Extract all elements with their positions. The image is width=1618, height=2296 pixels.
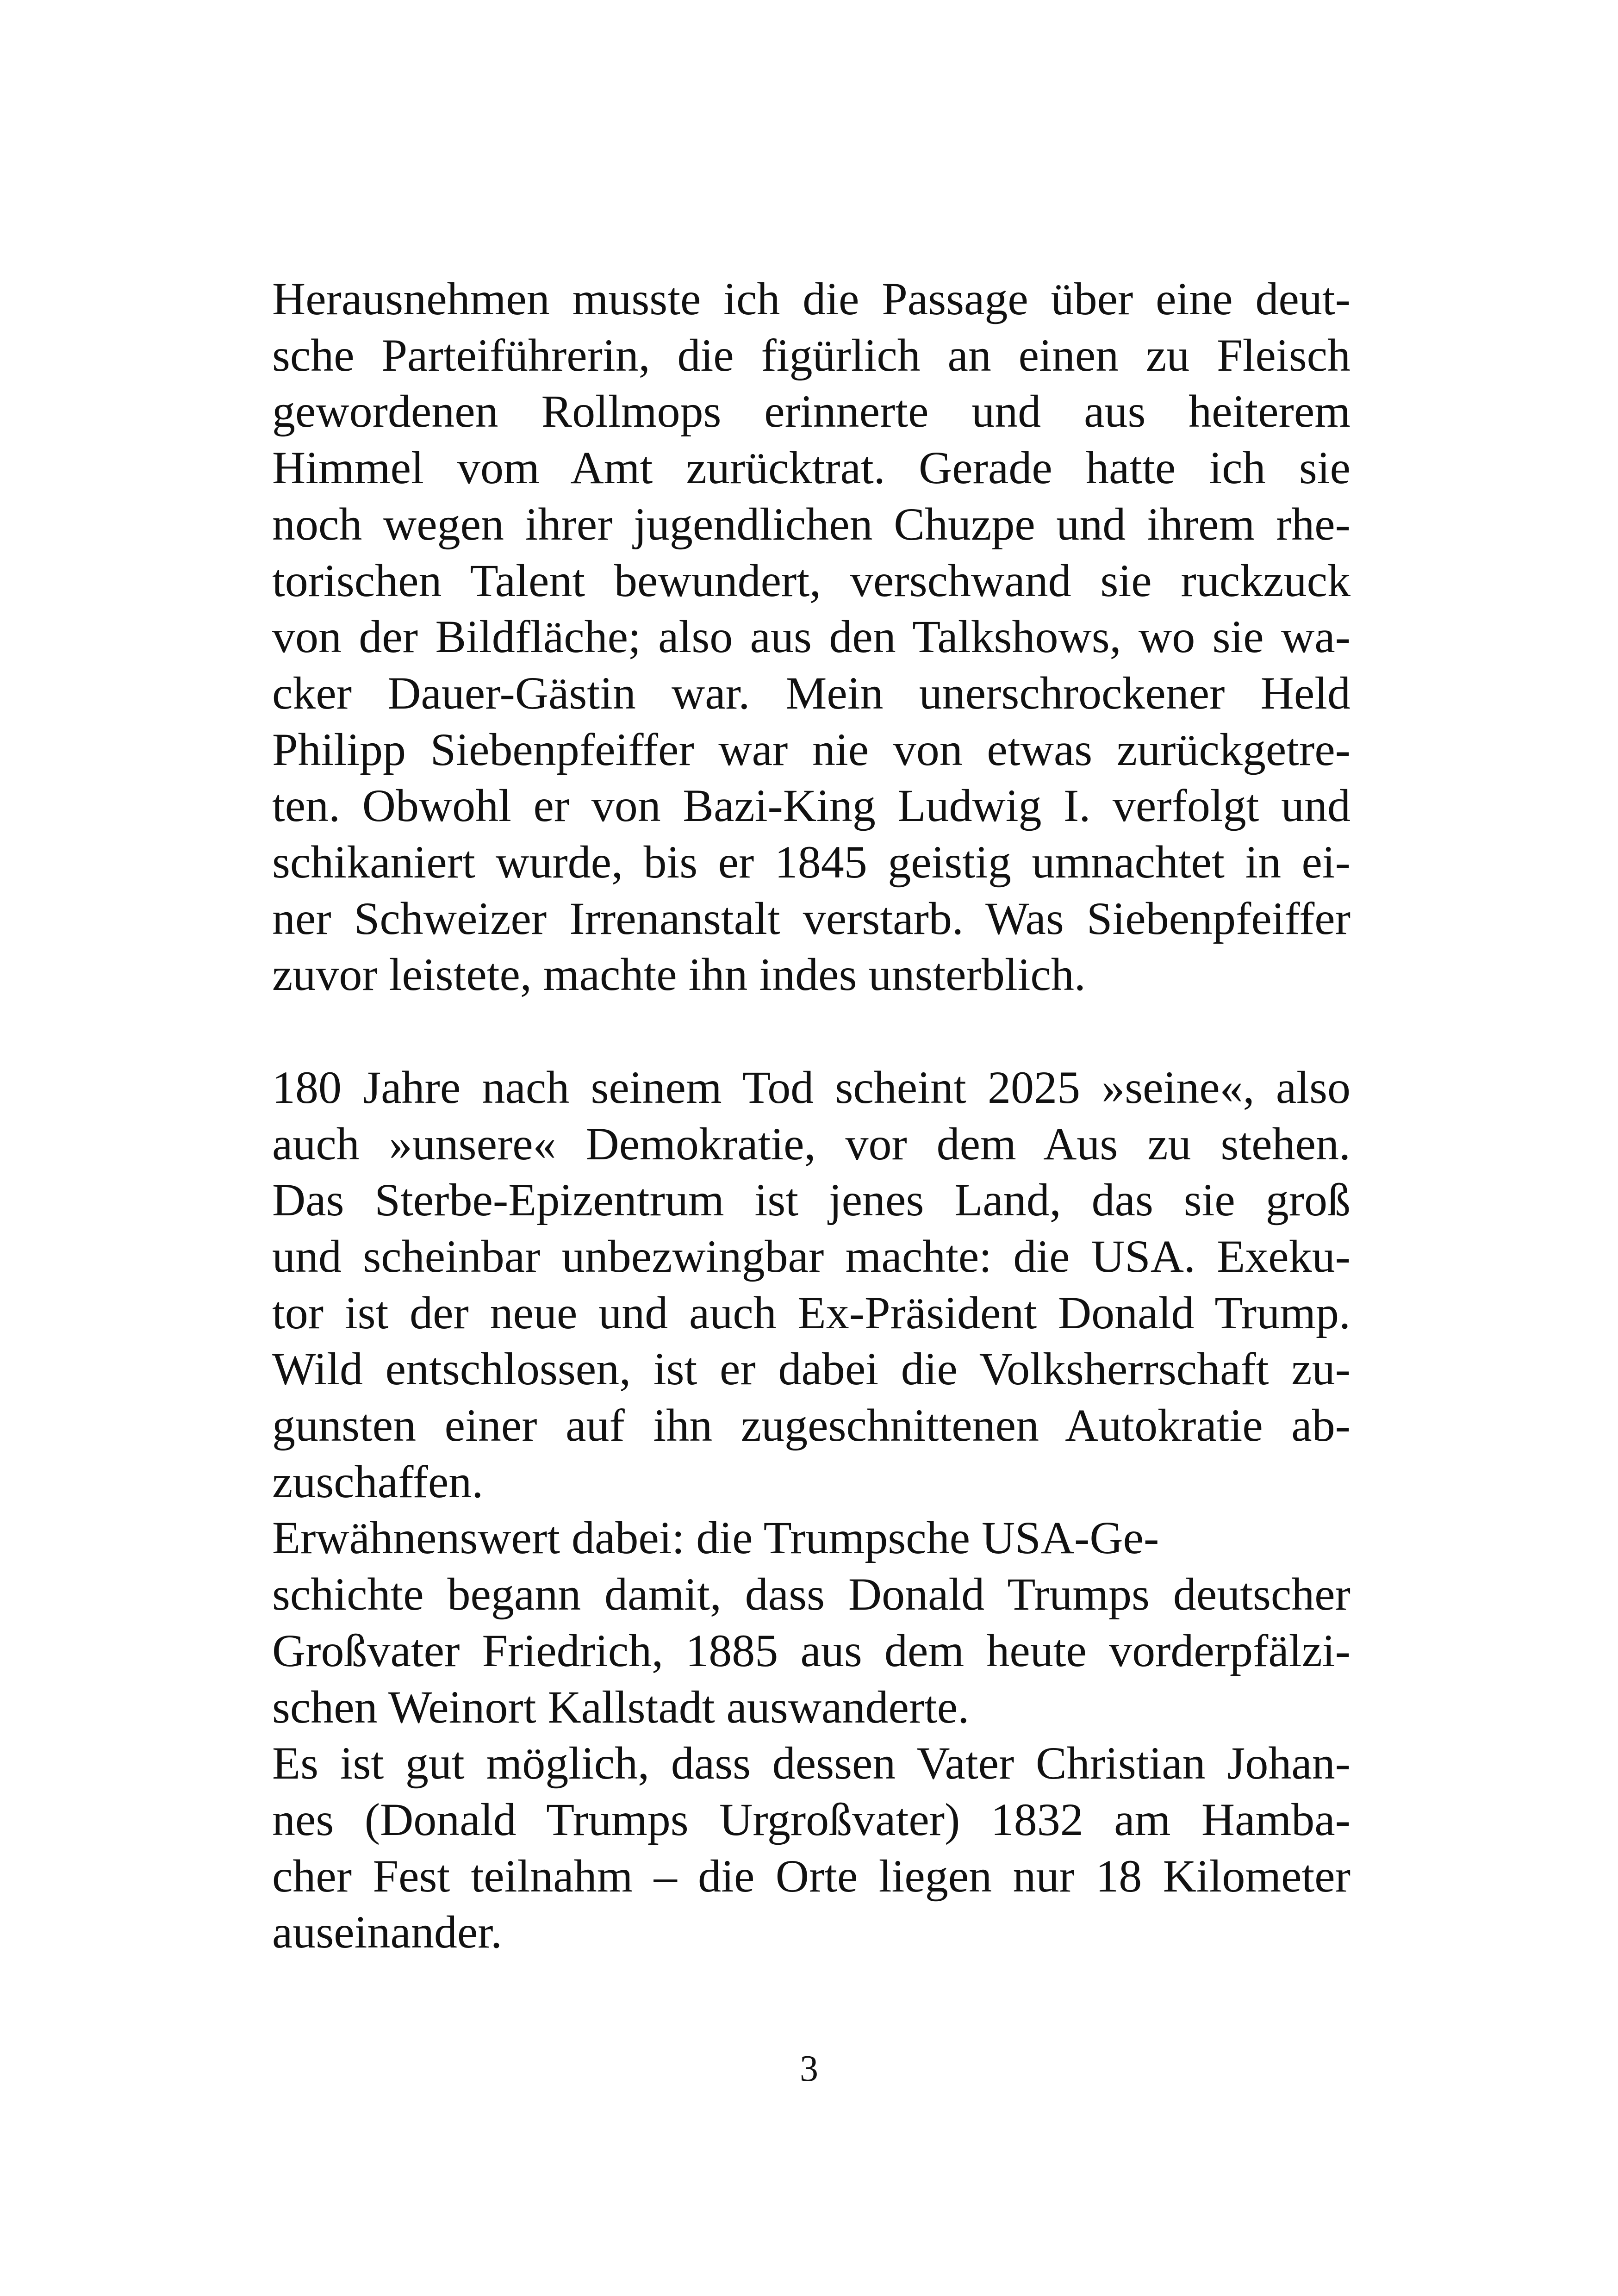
text-line: Herausnehmen musste ich die Passage über eine deut- (272, 273, 1350, 324)
text-line: schikaniert wurde, bis er 1845 geistig umnachtet in ei- (272, 836, 1350, 888)
text-line: sche Parteiführerin, die figürlich an einen zu Fleisch (272, 329, 1350, 381)
text-line: zuschaffen. (272, 1456, 484, 1507)
text-line: Das Sterbe-Epizentrum ist jenes Land, das sie groß (272, 1174, 1350, 1226)
text-line: Philipp Siebenpfeiffer war nie von etwas zurückgetre- (272, 723, 1350, 775)
text-line: zuvor leistete, machte ihn indes unsterblich. (272, 949, 1086, 1001)
text-line: cker Dauer-Gästin war. Mein unerschrockener Held (272, 667, 1350, 719)
paragraph-3 (272, 1510, 1350, 1735)
text-line: schen Weinort Kallstadt auswanderte. (272, 1681, 970, 1733)
text-line: gewordenen Rollmops erinnerte und aus heiterem (272, 386, 1350, 437)
paragraph-2 (272, 1059, 1350, 1510)
text-line: Es ist gut möglich, dass dessen Vater Christian Johan- (272, 1737, 1350, 1789)
page-number: 3 (800, 2048, 818, 2089)
body-text (272, 271, 1350, 1960)
text-line: Erwähnenswert dabei: die Trumpsche USA-Ge- (272, 1512, 1159, 1564)
text-line: cher Fest teilnahm – die Orte liegen nur 18 Kilometer (272, 1850, 1350, 1902)
text-line: noch wegen ihrer jugendlichen Chuzpe und ihrem rhe- (272, 498, 1350, 550)
text-line: torischen Talent bewundert, verschwand sie ruckzuck (272, 554, 1350, 606)
text-line: Großvater Friedrich, 1885 aus dem heute vorderpfälzi- (272, 1624, 1350, 1676)
text-line: tor ist der neue und auch Ex-Präsident Donald Trump. (272, 1287, 1350, 1338)
text-line: nes (Donald Trumps Urgroßvater) 1832 am Hamba- (272, 1793, 1350, 1845)
text-line: ner Schweizer Irrenanstalt verstarb. Was Siebenpfeiffer (272, 892, 1350, 944)
text-line: 180 Jahre nach seinem Tod scheint 2025 »seine«, also (272, 1061, 1350, 1113)
text-line: schichte begann damit, dass Donald Trumps deutscher (272, 1568, 1350, 1620)
text-line: Wild entschlossen, ist er dabei die Volksherrschaft zu- (272, 1343, 1350, 1395)
paragraph-1 (272, 271, 1350, 1003)
text-line: auch »unsere« Demokratie, vor dem Aus zu stehen. (272, 1118, 1350, 1170)
text-line: von der Bildfläche; also aus den Talkshows, wo sie wa- (272, 611, 1350, 663)
text-line: und scheinbar unbezwingbar machte: die USA. Exeku- (272, 1230, 1350, 1282)
text-line: gunsten einer auf ihn zugeschnittenen Autokratie ab- (272, 1400, 1350, 1451)
text-line: Himmel vom Amt zurücktrat. Gerade hatte ich sie (272, 442, 1350, 494)
paragraph-4 (272, 1735, 1350, 1960)
text-line: auseinander. (272, 1906, 503, 1958)
text-line: ten. Obwohl er von Bazi-King Ludwig I. verfolgt und (272, 780, 1350, 832)
paragraph-spacer (272, 1003, 1350, 1059)
